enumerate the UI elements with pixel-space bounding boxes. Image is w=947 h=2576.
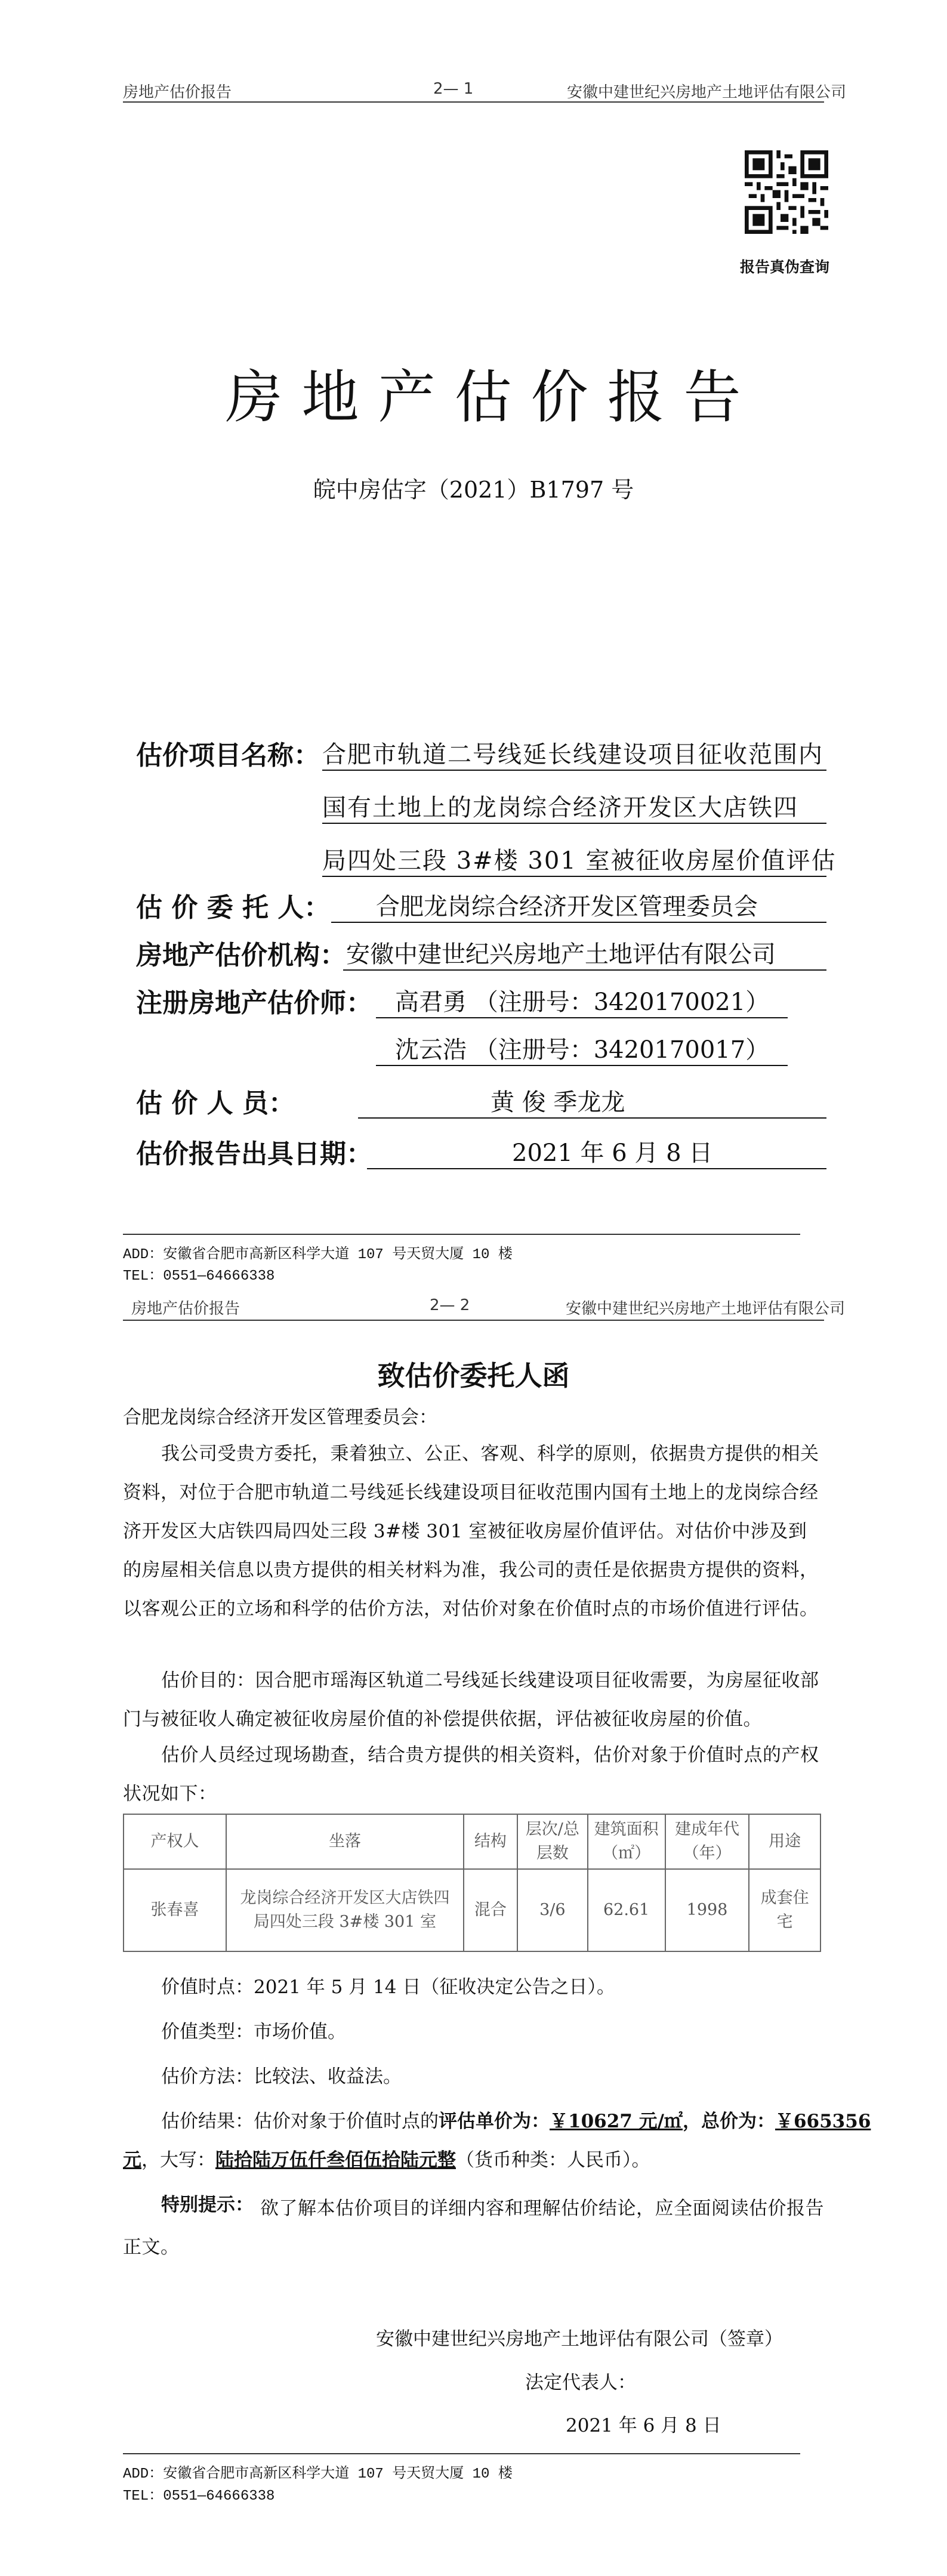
table-header-row — [124, 1814, 820, 1869]
table-row — [124, 1869, 820, 1951]
header-rule — [123, 101, 824, 103]
report-title: 房地产估价报告 — [225, 364, 760, 431]
agency-underline — [343, 969, 826, 971]
paragraph-purpose: 估价目的：因合肥市瑶海区轨道二号线延长线建设项目征收需要，为房屋征收部门与被征收人确定被征收房屋价值的补偿提供依据，评估被征收房屋的价值。 — [123, 1670, 819, 1730]
project-label: 估价项目名称： — [136, 740, 320, 771]
project-underline-1 — [322, 770, 826, 771]
unit-price-label: 评估单价为： — [439, 2111, 550, 2132]
table-cell: 3/6 — [517, 1869, 588, 1951]
project-underline-3 — [322, 876, 826, 877]
table-header-cell: 层次/总层数 — [517, 1814, 588, 1869]
header-right: 安徽中建世纪兴房地产土地评估有限公司 — [566, 1300, 846, 1318]
footer-address: ADD：安徽省合肥市高新区科学大道 107 号天贸大厦 10 楼 — [123, 1247, 513, 1263]
table-header-cell: 用途 — [749, 1814, 820, 1869]
signature-company: 安徽中建世纪兴房地产土地评估有限公司（签章） — [376, 2328, 783, 2350]
valuation-result-cont — [123, 2145, 650, 2172]
table-cell: 成套住宅 — [749, 1869, 820, 1951]
header-page-number: 2— 2 — [430, 1296, 470, 1314]
table-header-cell: 建筑面积（㎡） — [588, 1814, 665, 1869]
table-cell: 62.61 — [588, 1869, 665, 1951]
footer-rule — [123, 2453, 800, 2454]
uppercase-label: ，大写： — [141, 2149, 215, 2171]
letter-salutation: 合肥龙岗综合经济开发区管理委员会： — [123, 1407, 437, 1428]
report-number: 皖中房估字（2021）B1797 号 — [313, 477, 634, 503]
currency-note: （货币种类：人民币）。 — [456, 2149, 650, 2171]
header-left: 房地产估价报告 — [131, 1300, 240, 1318]
footer-tel: TEL：0551—64666338 — [123, 2488, 275, 2504]
qr-caption: 报告真伪查询 — [740, 258, 830, 276]
project-underline-2 — [322, 823, 826, 824]
client-label: 估 价 委 托 人： — [136, 892, 331, 923]
table-header-cell: 结构 — [464, 1814, 517, 1869]
client-underline — [331, 922, 826, 923]
table-header-cell: 产权人 — [124, 1814, 226, 1869]
report-date-label: 估价报告出具日期： — [136, 1139, 372, 1169]
appraiser-1-underline — [376, 1017, 788, 1018]
header-right: 安徽中建世纪兴房地产土地评估有限公司 — [567, 84, 847, 101]
total-unit: 元 — [123, 2149, 141, 2171]
table-header-cell: 建成年代（年） — [665, 1814, 749, 1869]
table-header-cell: 坐落 — [226, 1814, 464, 1869]
valuation-result — [161, 2106, 871, 2133]
valuation-method: 估价方法：比较法、收益法。 — [161, 2066, 402, 2087]
total-price-label: ，总价为： — [682, 2111, 775, 2132]
staff-underline — [358, 1117, 826, 1119]
staff-value: 黄 俊 季龙龙 — [491, 1089, 625, 1116]
appraiser-2-underline — [376, 1065, 788, 1066]
footer-rule — [123, 1234, 800, 1235]
project-line-1: 合肥市轨道二号线延长线建设项目征收范围内 — [322, 741, 823, 768]
table-cell: 1998 — [665, 1869, 749, 1951]
staff-label: 估 价 人 员： — [136, 1088, 295, 1119]
unit-price-value: ￥10627 元/㎡ — [550, 2111, 683, 2132]
report-date-underline — [367, 1168, 826, 1169]
qr-code-icon[interactable] — [745, 150, 828, 234]
table-cell: 张春喜 — [124, 1869, 226, 1951]
special-note-label: 特别提示： — [161, 2194, 254, 2216]
table-cell: 混合 — [464, 1869, 517, 1951]
result-prefix: 估价结果：估价对象于价值时点的 — [161, 2111, 439, 2132]
footer-address: ADD：安徽省合肥市高新区科学大道 107 号天贸大厦 10 楼 — [123, 2466, 513, 2482]
total-price-value: ￥665356 — [775, 2111, 871, 2132]
header-left: 房地产估价报告 — [123, 84, 232, 101]
special-note-text: 欲了解本估价项目的详细内容和理解估价结论，应全面阅读估价报告正文。 — [123, 2198, 824, 2258]
report-date-value: 2021 年 6 月 8 日 — [512, 1139, 713, 1167]
signature-representative: 法定代表人： — [525, 2372, 636, 2393]
agency-label: 房地产估价机构： — [136, 940, 346, 971]
client-value: 合肥龙岗综合经济开发区管理委员会 — [376, 893, 758, 921]
paragraph-1: 我公司受贵方委托，秉着独立、公正、客观、科学的原则，依据贵方提供的相关资料，对位于合肥市轨道二号线延长线建设项目征收范围内国有土地上的龙岗综合经济开发区大店铁四局四处三段 3#楼 301 室被征收房屋价值评估。对估价中涉及到的房屋相关信息以贵方提供的相关材料为准，我公司的责任是依据贵方提供的资料，以客观公正的立场和科学的估价方法，对估价对象在价值时点的市场价值进行评估。 — [123, 1443, 819, 1620]
appraiser-label: 注册房地产估价师： — [136, 988, 372, 1018]
project-line-2: 国有土地上的龙岗综合经济开发区大店铁四 — [322, 794, 798, 821]
header-rule — [123, 1320, 824, 1321]
property-table — [123, 1814, 821, 1952]
footer-tel: TEL：0551—64666338 — [123, 1268, 275, 1284]
project-line-3: 局四处三段 3#楼 301 室被征收房屋价值评估 — [322, 847, 837, 875]
table-cell: 龙岗综合经济开发区大店铁四局四处三段 3#楼 301 室 — [226, 1869, 464, 1951]
uppercase-amount: 陆拾陆万伍仟叁佰伍拾陆元整 — [215, 2149, 456, 2171]
appraiser-2: 沈云浩 （注册号：3420170017） — [395, 1036, 770, 1064]
value-type: 价值类型：市场价值。 — [161, 2021, 346, 2043]
appraiser-1: 高君勇 （注册号：3420170021） — [395, 989, 770, 1016]
header-page-number: 2— 1 — [433, 80, 474, 98]
value-date: 价值时点：2021 年 5 月 14 日（征收决定公告之日）。 — [161, 1976, 615, 1998]
agency-value: 安徽中建世纪兴房地产土地评估有限公司 — [346, 941, 776, 968]
signature-date: 2021 年 6 月 8 日 — [566, 2415, 721, 2436]
paragraph-property-status: 估价人员经过现场勘查，结合贵方提供的相关资料，估价对象于价值时点的产权状况如下： — [123, 1744, 819, 1805]
letter-title: 致估价委托人函 — [377, 1360, 570, 1392]
